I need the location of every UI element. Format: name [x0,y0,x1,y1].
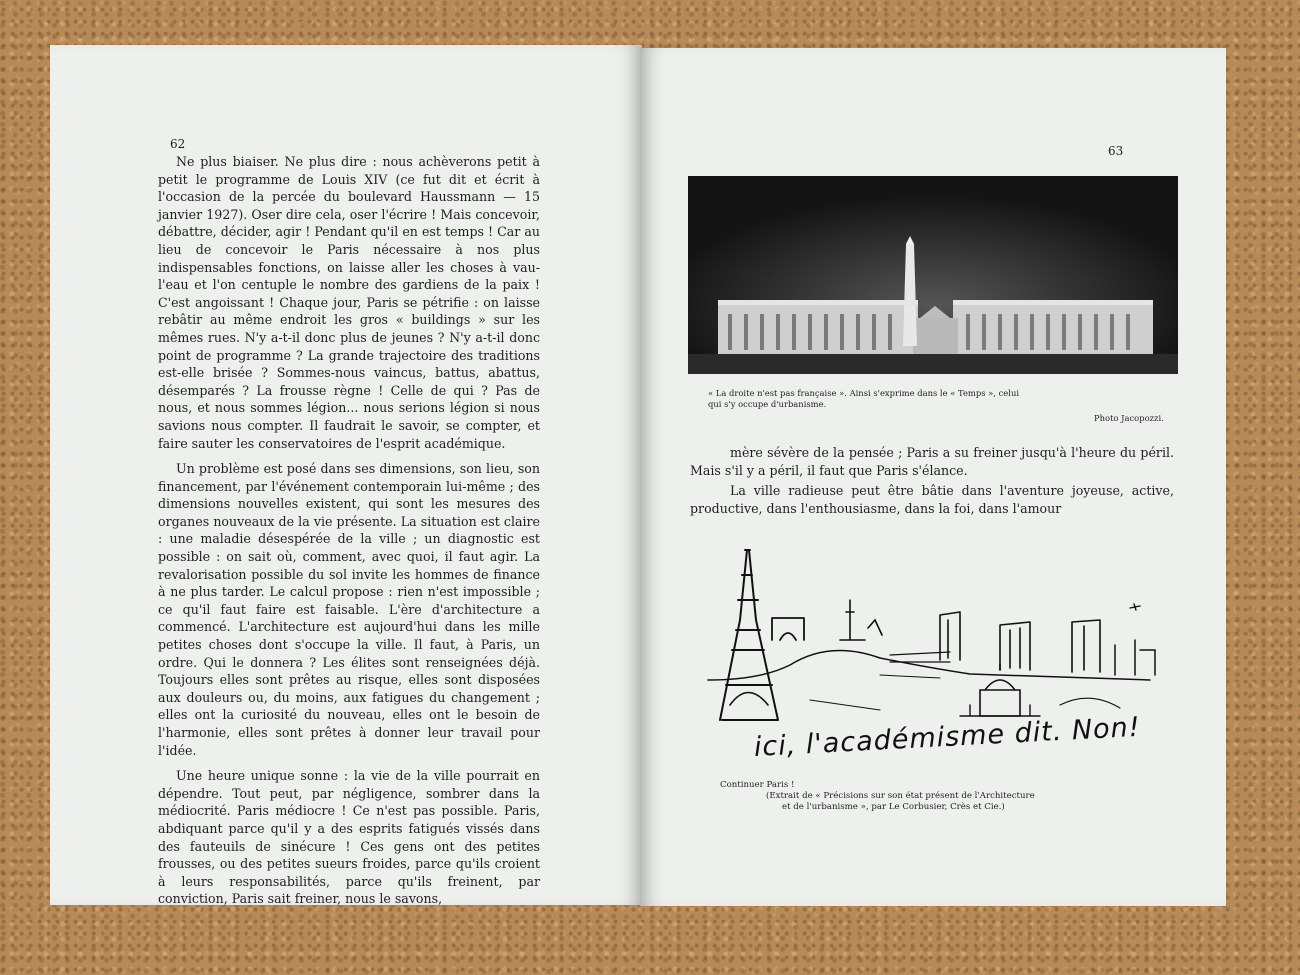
right-page [640,48,1226,906]
photo-illustration [688,176,1178,374]
page-number-right: 63 [1108,144,1124,158]
paragraph-2: Un problème est posé dans ses dimensions, son lieu, son financement, par l'événement contemporain lui-même ; des dimensions nouvelles existent, qui sont les mesures des organes nouveaux de la vie présente. La situation est claire : une maladie désespérée de la ville ; un diagnostic est possible : on sait où, comment, avec quoi, il faut agir. La revalorisation possible du sol invite les hommes de finance à ne plus tarder. Le calcul propose : rien n'est impossible ; ce qu'il faut faire est faisable. L'ère d'architecture a commencé. L'architecture est aujourd'hui dans les mille petites choses dont s'occupe la ville. Il faut, à Paris, un ordre. Qui le donnera ? Les élites sont renseignées déjà. Toujours elles sont prêtes au risque, elles sont disposées aux douleurs ou, du moins, aux fatigues du changement ; elles ont la curiosité du nouveau, elles ont le besoin de l'harmonie, elles sont prêtes à donner leur travail pour l'idée. [158,461,540,758]
photo-caption-line-1: « La droite n'est pas française ». Ainsi s'exprime dans le « Temps », celui [708,388,1020,398]
sketch-title: Continuer Paris ! [720,780,795,790]
left-page-text [158,153,540,916]
paragraph-3: Une heure unique sonne : la vie de la ville pourrait en dépendre. Tout peut, par négligence, sombrer dans la médiocrité. Paris médiocre ! Ce n'est pas possible. Paris, abdiquant parce qu'il y a des esprits fatigués vissés dans des fauteuils de sinécure ! Ces gens ont des petites frousses, ou des petites sueurs froides, parce qu'ils croient à leurs responsabilités, parce qu'ils freinent, par conviction, Paris sait freiner, nous le savons, [158,768,540,907]
left-page [50,45,642,905]
paragraph-1: Ne plus biaiser. Ne plus dire : nous achèverons petit à petit le programme de Louis XIV (ce fut dit et écrit à l'occasion de la percée du boulevard Haussmann — 15 janvier 1927). Oser dire cela, oser l'écrire ! Mais concevoir, débattre, décider, agir ! Pendant qu'il en est temps ! Car au lieu de concevoir le Paris nécessaire à nos plus indispensables fonctions, on laisse aller les choses à vau-l'eau et l'on centuple le nombre des gardiens de la paix ! C'est angoissant ! Chaque jour, Paris se pétrifie : on laisse rebâtir au même endroit les gros « buildings » sur les mêmes rues. N'y a-t-il donc plus de jeunes ? N'y a-t-il donc point de programme ? La grande trajectoire des traditions est-elle brisée ? Sommes-nous vaincus, battus, abattus, désemparés ? La frousse règne ! Celle de qui ? Pas de nous, et nous sommes légion... nous serions légion si nous savions nous compter. Il faudrait le savoir, se compter, et faire sauter les conservatoires de l'esprit académique. [158,154,540,451]
photo-caption-line-2: qui s'y occupe d'urbanisme. [708,399,827,409]
sketch-source-line-1: (Extrait de « Précisions sur son état présent de l'Architecture [766,791,1035,801]
photo-credit: Photo Jacopozzi. [1094,413,1164,423]
place-concorde-night-photo [688,176,1178,374]
handwritten-annotation: ici, l'académisme dit. Non! [753,711,1142,763]
sketch-credit [720,780,1140,813]
paragraph-ville-radieuse: La ville radieuse peut être bâtie dans l'aventure joyeuse, active, productive, dans l'enthousiasme, dans la foi, dans l'amour [690,483,1174,516]
paragraph-continued: mère sévère de la pensée ; Paris a su freiner jusqu'à l'heure du péril. Mais s'il y a péril, il faut que Paris s'élance. [690,445,1174,478]
sketch-source-line-2: et de l'urbanisme », par Le Corbusier, Crès et Cie.) [782,802,1005,812]
right-page-text [690,444,1174,517]
page-number-left: 62 [170,137,186,151]
